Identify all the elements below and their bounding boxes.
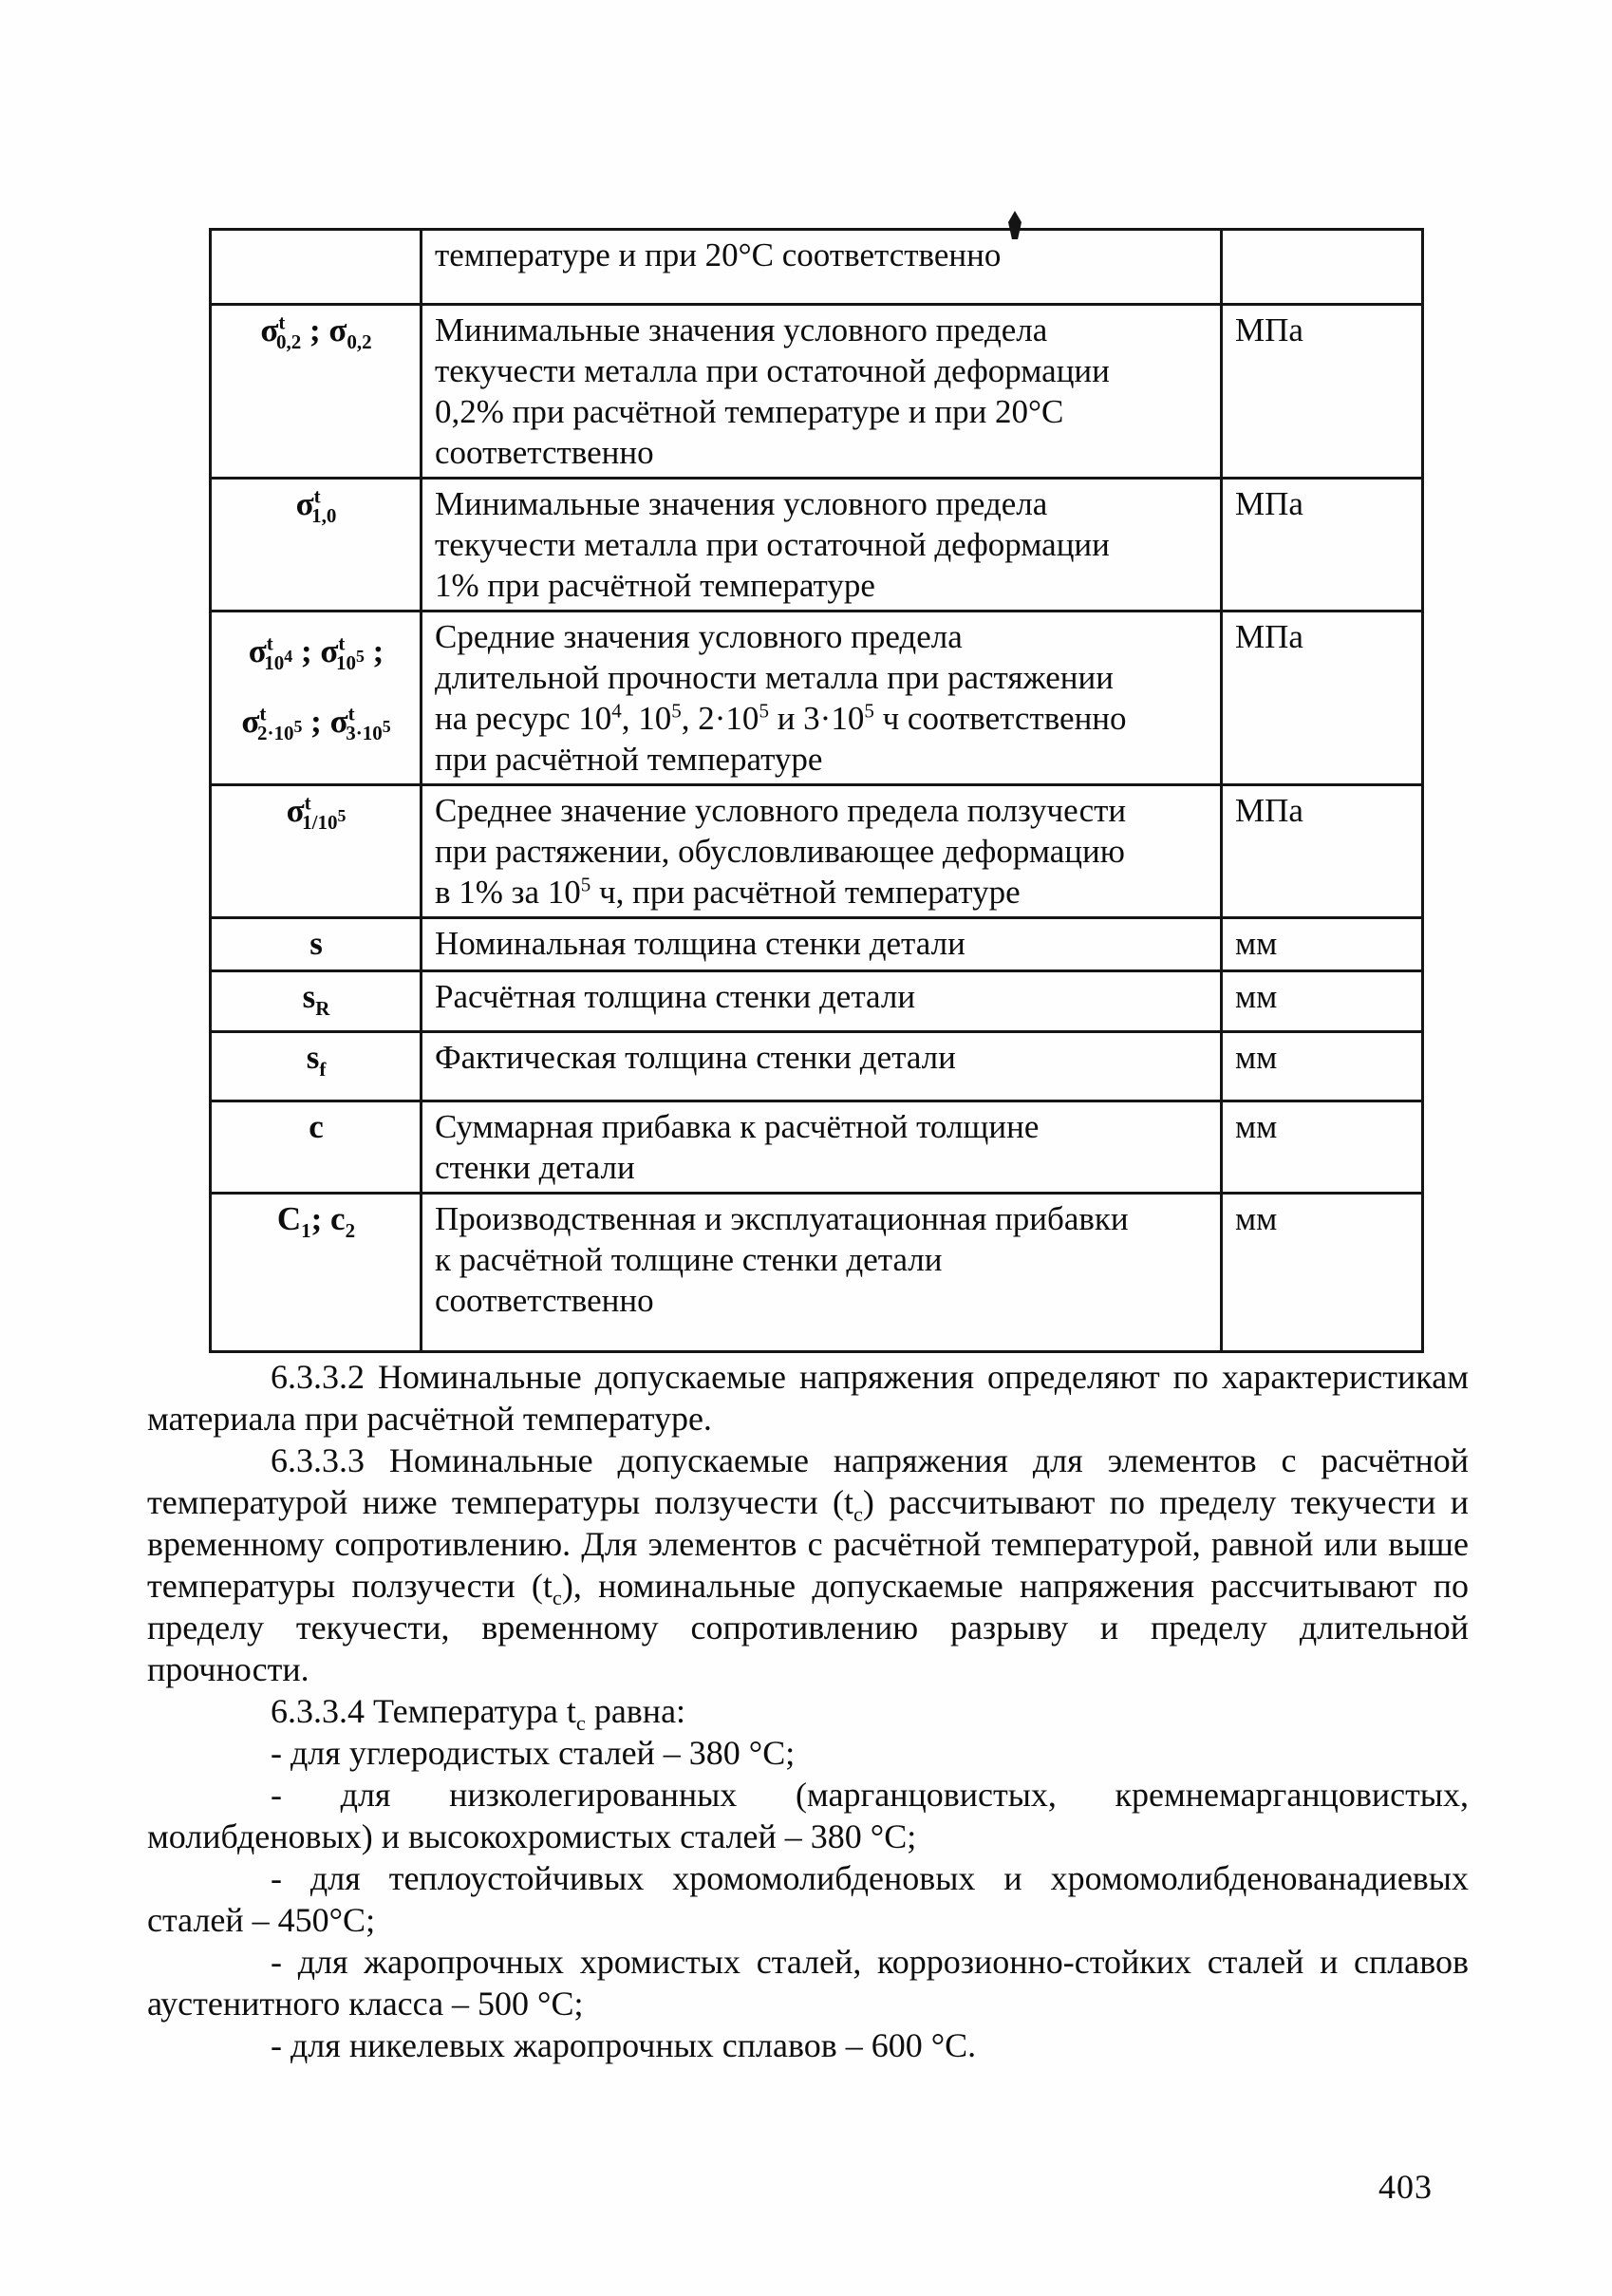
description-cell: Производственная и эксплуатационная прибавки к расчётной толщине стенки детали соответственно <box>422 1194 1222 1352</box>
unit-cell: МПа <box>1222 785 1423 918</box>
description-cell: Номинальная толщина стенки детали <box>422 918 1222 971</box>
table-row <box>211 305 1423 479</box>
paragraph-6332: 6.3.3.2 Номинальные допускаемые напряжения определяют по характеристикам материала при расчётной температуре. <box>147 1358 1469 1438</box>
description-cell: Расчётная толщина стенки детали <box>422 971 1222 1032</box>
unit-cell: МПа <box>1222 305 1423 479</box>
symbol-cell: $\sigma^t_{0,2}$ ; $\sigma_{0,2}$ <box>211 305 422 479</box>
table-row <box>211 971 1423 1032</box>
table-row <box>211 1194 1423 1352</box>
symbols-table <box>209 228 1424 1353</box>
table-row <box>211 1101 1423 1194</box>
table-row <box>211 612 1423 785</box>
symbol-cell: $s_R$ <box>211 971 422 1032</box>
symbol-cell: s <box>211 918 422 971</box>
symbol-cell: c <box>211 1101 422 1194</box>
list-item-nickel-alloys: - для никелевых жаропрочных сплавов – 600 °С. <box>271 2026 977 2064</box>
symbol-cell <box>211 230 422 305</box>
unit-cell: мм <box>1222 1032 1423 1101</box>
list-item-heat-resistant-steels: - для теплоустойчивых хромомолибденовых и хромомолибденованадиевых сталей – 450°С; <box>147 1859 1469 1939</box>
description-cell: температуре и при 20°С соответственно <box>422 230 1222 305</box>
description-cell: Средние значения условного предела длительной прочности металла при растяжении на ресурс $10^4$, $10^5$, $2\cdot 10^5$ и $3\cdot 10^5$ ч соответственно при расчётной температуре <box>422 612 1222 785</box>
symbol-cell: $\sigma^t_{10^4}$ ; $\sigma^t_{10^5}$ ; $\sigma^t_{2\cdot 10^5}$ ; $\sigma^t_{3\cdot 10^5}$ <box>211 612 422 785</box>
unit-cell: мм <box>1222 1194 1423 1352</box>
unit-cell: МПа <box>1222 612 1423 785</box>
unit-cell: мм <box>1222 971 1423 1032</box>
unit-cell: МПа <box>1222 479 1423 612</box>
list-item-high-temp-chromium-steels: - для жаропрочных хромистых сталей, коррозионно-стойких сталей и сплавов аустенитного класса – 500 °С; <box>147 1943 1469 2023</box>
paragraph-6334: 6.3.3.4 Температура $t_c$ равна: <box>271 1692 686 1736</box>
description-cell: Среднее значение условного предела ползучести при растяжении, обусловливающее деформацию в 1% за $10^5$ ч, при расчётной температуре <box>422 785 1222 918</box>
list-item-carbon-steels: - для углеродистых сталей – 380 °С; <box>271 1734 796 1772</box>
table-row <box>211 785 1423 918</box>
description-cell: Минимальные значения условного предела текучести металла при остаточной деформации 0,2% при расчётной температуре и при 20°С соответственно <box>422 305 1222 479</box>
symbol-cell: $\sigma^t_{1/10^5}$ <box>211 785 422 918</box>
table-row <box>211 479 1423 612</box>
unit-cell: мм <box>1222 918 1423 971</box>
table-row <box>211 1032 1423 1101</box>
list-item-low-alloy-steels: - для низколегированных (марганцовистых, кремнемарганцовистых, молибденовых) и высокохромистых сталей – 380 °С; <box>147 1776 1469 1855</box>
unit-cell <box>1222 230 1423 305</box>
symbol-cell: $\sigma^t_{1,0}$ <box>211 479 422 612</box>
page-number: 403 <box>1378 2168 1433 2206</box>
symbol-cell: $C_1$; $c_2$ <box>211 1194 422 1352</box>
unit-cell: мм <box>1222 1101 1423 1194</box>
body-text <box>147 1356 1469 2066</box>
table-row <box>211 918 1423 971</box>
table-row <box>211 230 1423 305</box>
description-cell: Суммарная прибавка к расчётной толщине стенки детали <box>422 1101 1222 1194</box>
symbol-cell: $s_f$ <box>211 1032 422 1101</box>
description-cell: Фактическая толщина стенки детали <box>422 1032 1222 1101</box>
description-cell: Минимальные значения условного предела текучести металла при остаточной деформации 1% при расчётной температуре <box>422 479 1222 612</box>
paragraph-6333: 6.3.3.3 Номинальные допускаемые напряжения для элементов с расчётной температурой ниже температуры ползучести $(t_c)$ рассчитывают по пределу текучести и временному сопротивлению. Для элементов с расчётной температурой, равной или выше температуры ползучести $(t_c)$, номинальные допускаемые напряжения рассчитывают по пределу текучести, временному сопротивлению разрыву и пределу длительной прочности. <box>147 1441 1469 1688</box>
